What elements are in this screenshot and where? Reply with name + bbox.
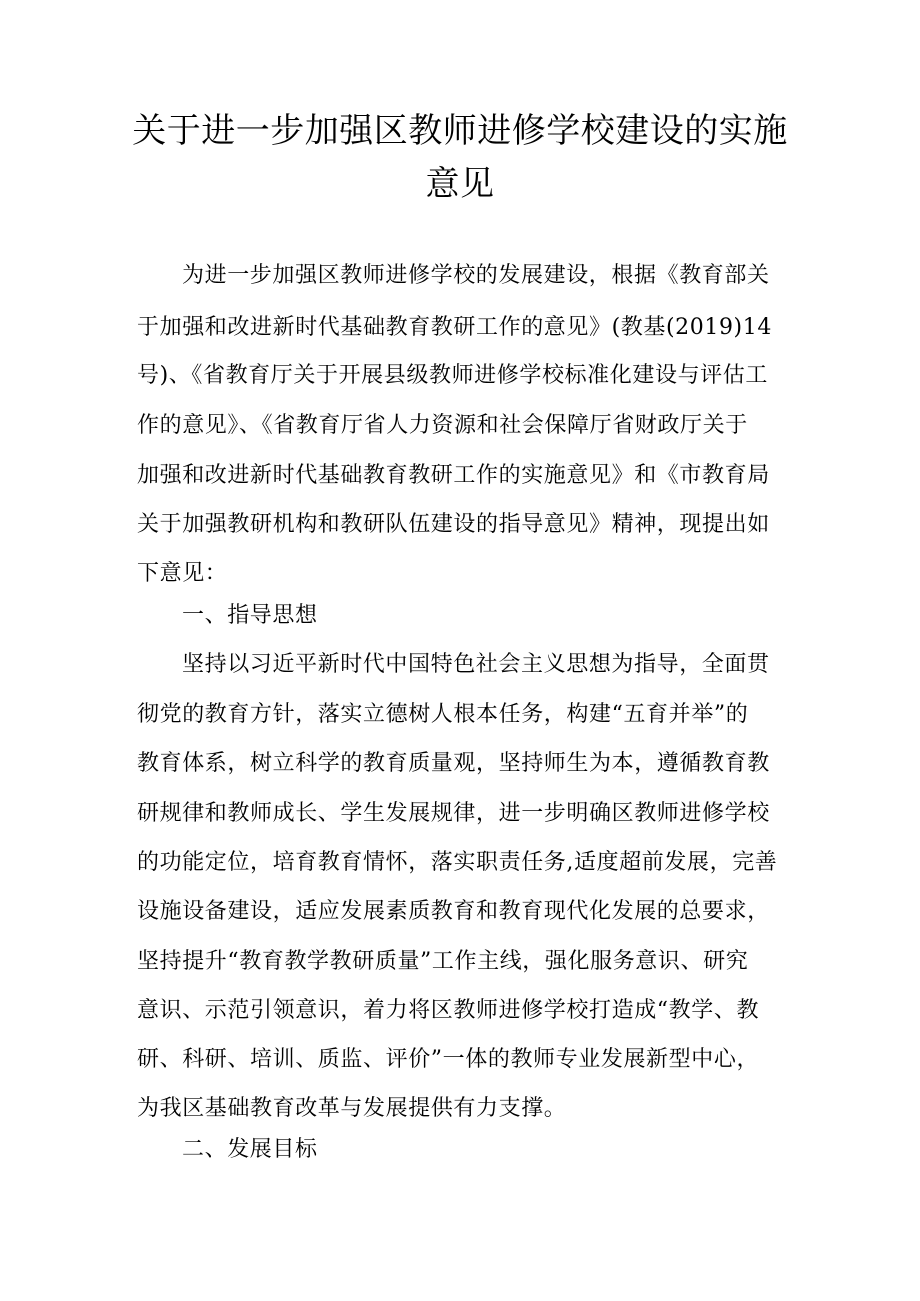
section-heading-development-goals: 二、发展目标 xyxy=(182,1137,318,1162)
paragraph-2-line-2: 彻党的教育方针，落实立德树人根本任务，构建“五育并举”的 xyxy=(137,702,749,727)
paragraph-2-line-3: 教育体系，树立科学的教育质量观，坚持师生为本，遵循教育教 xyxy=(137,751,770,776)
paragraph-1-line-4: 作的意见》、《省教育厅省人力资源和社会保障厅省财政厅关于 xyxy=(137,413,748,438)
paragraph-1-line-7: 下意见： xyxy=(137,561,228,586)
paragraph-2-line-7: 坚持提升“教育教学教研质量”工作主线，强化服务意识、研究 xyxy=(137,949,749,974)
paragraph-1-line-3: 号)、《省教育厅关于开展县级教师进修学校标准化建设与评估工 xyxy=(137,363,768,388)
paragraph-1-line-5: 加强和改进新时代基础教育教研工作的实施意见》和《市教育局 xyxy=(137,463,770,488)
document-title-line-2: 意见 xyxy=(425,164,495,204)
document-title-line-1: 关于进一步加强区教师进修学校建设的实施 xyxy=(132,111,788,151)
paragraph-1-line-2: 于加强和改进新时代基础教育教研工作的意见》(教基(2019)14 xyxy=(137,315,772,340)
paragraph-2-line-10: 为我区基础教育改革与发展提供有力支撑。 xyxy=(137,1096,567,1121)
paragraph-2-line-5: 的功能定位，培育教育情怀，落实职责任务,适度超前发展，完善 xyxy=(137,850,778,875)
paragraph-2-line-9: 研、科研、培训、质监、评价”一体的教师专业发展新型中心， xyxy=(137,1047,760,1072)
paragraph-2-line-4: 研规律和教师成长、学生发展规律，进一步明确区教师进修学校 xyxy=(137,801,770,826)
paragraph-1-line-6: 关于加强教研机构和教研队伍建设的指导意见》精神，现提出如 xyxy=(137,512,770,537)
section-heading-guiding-ideology: 一、指导思想 xyxy=(182,603,318,628)
paragraph-2-line-8: 意识、示范引领意识，着力将区教师进修学校打造成“教学、教 xyxy=(137,998,760,1023)
paragraph-2-line-6: 设施设备建设，适应发展素质教育和教育现代化发展的总要求， xyxy=(137,899,770,924)
paragraph-2-line-1: 坚持以习近平新时代中国特色社会主义思想为指导，全面贯 xyxy=(182,652,770,677)
paragraph-1-line-1: 为进一步加强区教师进修学校的发展建设，根据《教育部关 xyxy=(182,263,770,288)
